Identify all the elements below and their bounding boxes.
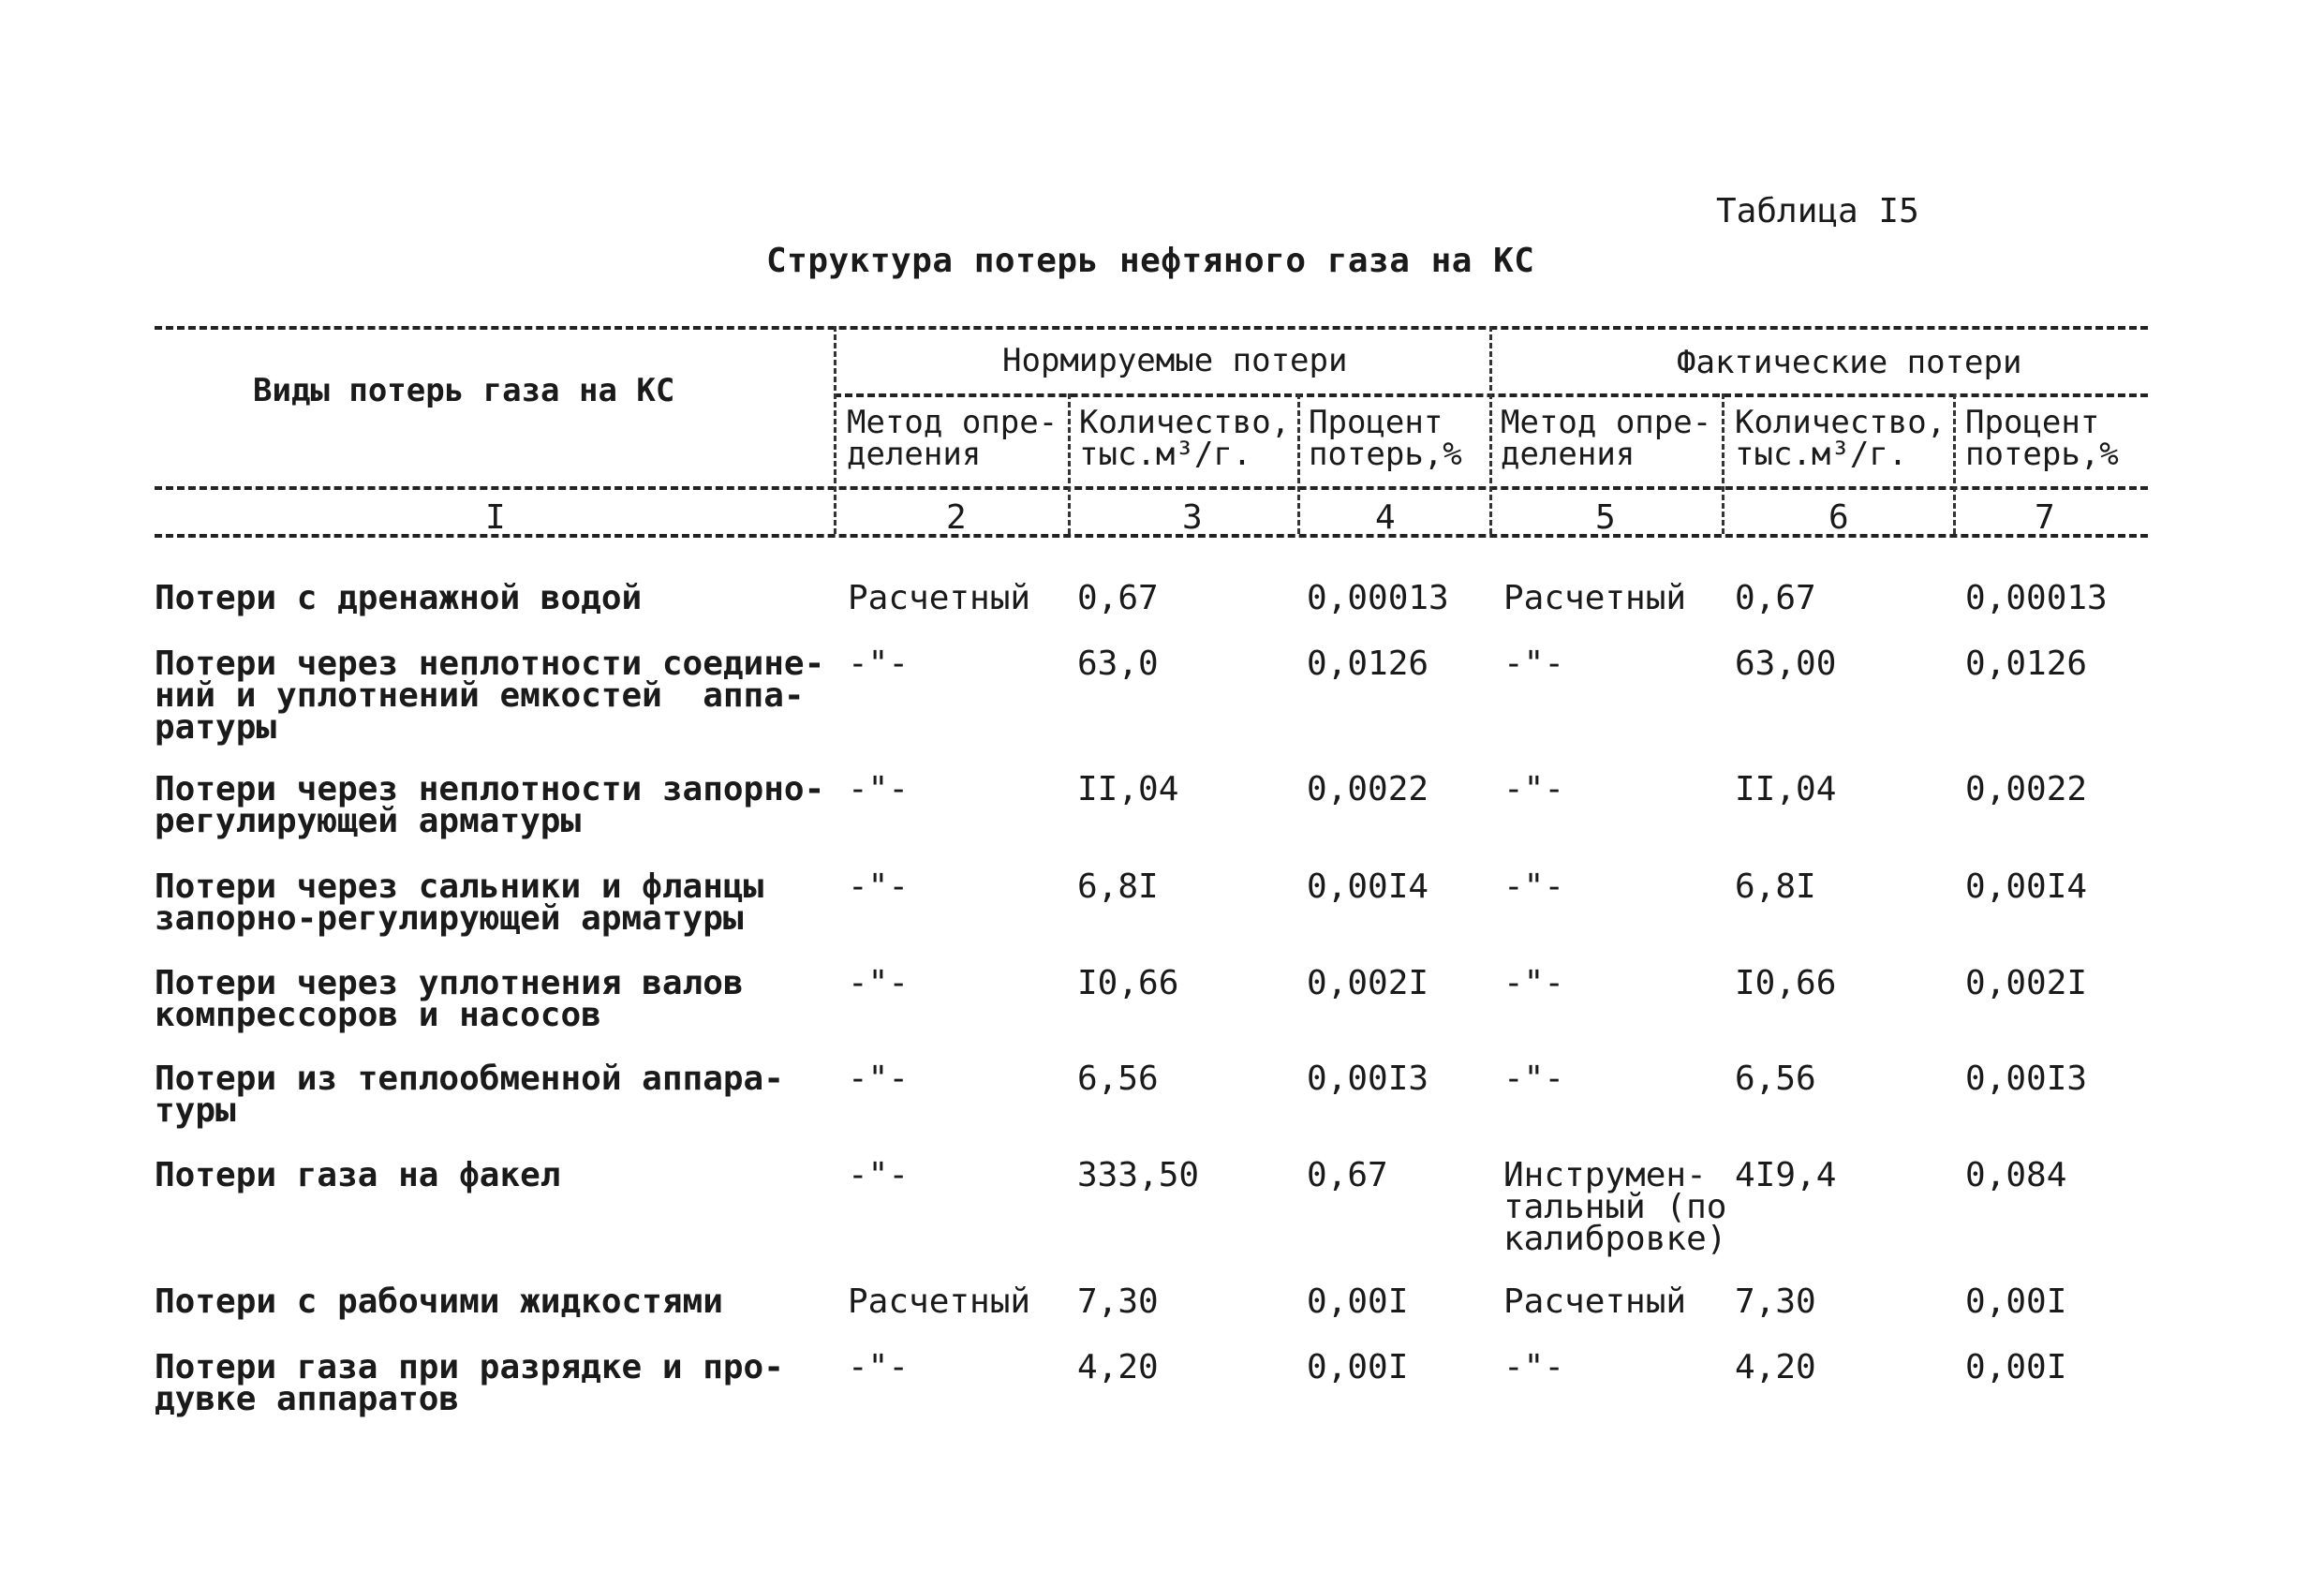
col-divider-2 (1068, 393, 1071, 534)
row-method-norm: -"- (848, 1348, 910, 1386)
column-number-4: 4 (1375, 498, 1396, 537)
row-quantity-norm: 7,30 (1077, 1282, 1159, 1321)
row-quantity-fact: 4,20 (1735, 1348, 1816, 1386)
row-percent-fact: 0,00013 (1965, 579, 2108, 617)
row-quantity-norm: 6,56 (1077, 1060, 1159, 1098)
header-quantity-fact: Количество, тыс.м³/г. (1735, 404, 1947, 473)
row-method-norm: -"- (848, 645, 910, 683)
row-loss-name: Потери через неплотности запорно- регулирующей арматуры (155, 770, 825, 840)
row-percent-norm: 0,67 (1307, 1156, 1388, 1194)
row-percent-fact: 0,00I3 (1965, 1060, 2088, 1098)
row-quantity-norm: I0,66 (1077, 964, 1179, 1002)
header-loss-types: Виды потерь газа на КС (253, 372, 675, 409)
header-method-norm: Метод опре- деления (847, 404, 1058, 473)
row-quantity-fact: 4I9,4 (1735, 1156, 1837, 1194)
column-number-1: I (485, 498, 506, 537)
row-quantity-fact: 63,00 (1735, 645, 1837, 683)
col-divider-4 (1489, 326, 1492, 534)
col-divider-3 (1297, 393, 1300, 534)
row-loss-name: Потери через неплотности соедине- ний и уплотнений емкостей аппа- ратуры (155, 645, 825, 747)
column-number-3: 3 (1182, 498, 1203, 537)
row-method-fact: -"- (1503, 867, 1565, 906)
header-bottom-rule (155, 486, 2148, 490)
row-loss-name: Потери газа при разрядке и про- дувке аппаратов (155, 1348, 784, 1418)
table-number-label: Таблица I5 (1716, 192, 1919, 230)
row-quantity-norm: 6,8I (1077, 867, 1159, 906)
row-quantity-fact: 0,67 (1735, 579, 1816, 617)
header-percent-fact: Процент потерь,% (1965, 404, 2119, 473)
header-percent-norm: Процент потерь,% (1309, 404, 1462, 473)
row-percent-fact: 0,00I (1965, 1348, 2067, 1386)
col-divider-6 (1953, 393, 1956, 534)
row-percent-norm: 0,00013 (1307, 579, 1449, 617)
row-loss-name: Потери с рабочими жидкостями (155, 1282, 723, 1321)
column-number-5: 5 (1595, 498, 1616, 537)
header-actual-losses: Фактические потери (1677, 344, 2022, 381)
row-percent-fact: 0,084 (1965, 1156, 2067, 1194)
row-method-norm: Расчетный (848, 1282, 1031, 1321)
row-quantity-norm: 63,0 (1077, 645, 1159, 683)
row-method-norm: Расчетный (848, 579, 1031, 617)
row-method-fact: Инструмен- тальный (по калибровке) (1503, 1156, 1727, 1258)
row-quantity-norm: II,04 (1077, 770, 1179, 808)
row-quantity-fact: 6,56 (1735, 1060, 1816, 1098)
table-title: Структура потерь нефтяного газа на КС (766, 242, 1535, 280)
column-number-7: 7 (2035, 498, 2055, 537)
row-method-fact: -"- (1503, 770, 1565, 808)
row-loss-name: Потери из теплообменной аппара- туры (155, 1060, 784, 1130)
header-top-rule (155, 326, 2148, 330)
column-number-rule (155, 534, 2148, 538)
row-method-norm: -"- (848, 1060, 910, 1098)
row-method-fact: -"- (1503, 964, 1565, 1002)
row-percent-norm: 0,00I (1307, 1282, 1409, 1321)
row-percent-norm: 0,0126 (1307, 645, 1429, 683)
col-divider-1 (834, 326, 836, 534)
row-percent-norm: 0,00I4 (1307, 867, 1429, 906)
header-normative-losses: Нормируемые потери (1002, 342, 1348, 379)
row-method-fact: Расчетный (1503, 1282, 1687, 1321)
header-quantity-norm: Количество, тыс.м³/г. (1079, 404, 1291, 473)
row-method-fact: Расчетный (1503, 579, 1687, 617)
row-method-fact: -"- (1503, 645, 1565, 683)
row-percent-fact: 0,0126 (1965, 645, 2088, 683)
row-method-norm: -"- (848, 770, 910, 808)
row-quantity-fact: I0,66 (1735, 964, 1837, 1002)
row-percent-norm: 0,0022 (1307, 770, 1429, 808)
row-method-norm: -"- (848, 964, 910, 1002)
row-percent-norm: 0,002I (1307, 964, 1429, 1002)
row-loss-name: Потери через сальники и фланцы запорно-регулирующей арматуры (155, 867, 764, 938)
row-loss-name: Потери с дренажной водой (155, 579, 643, 617)
row-loss-name: Потери газа на факел (155, 1156, 561, 1194)
row-quantity-norm: 0,67 (1077, 579, 1159, 617)
row-method-norm: -"- (848, 1156, 910, 1194)
row-percent-fact: 0,00I4 (1965, 867, 2088, 906)
row-method-fact: -"- (1503, 1348, 1565, 1386)
row-percent-norm: 0,00I (1307, 1348, 1409, 1386)
row-quantity-norm: 4,20 (1077, 1348, 1159, 1386)
row-quantity-fact: 7,30 (1735, 1282, 1816, 1321)
row-loss-name: Потери через уплотнения валов компрессоров и насосов (155, 964, 744, 1034)
row-quantity-fact: II,04 (1735, 770, 1837, 808)
row-method-fact: -"- (1503, 1060, 1565, 1098)
column-number-6: 6 (1828, 498, 1849, 537)
row-quantity-norm: 333,50 (1077, 1156, 1200, 1194)
header-method-fact: Метод опре- деления (1501, 404, 1712, 473)
row-percent-fact: 0,0022 (1965, 770, 2088, 808)
row-method-norm: -"- (848, 867, 910, 906)
row-quantity-fact: 6,8I (1735, 867, 1816, 906)
row-percent-fact: 0,002I (1965, 964, 2088, 1002)
col-divider-5 (1722, 393, 1724, 534)
row-percent-norm: 0,00I3 (1307, 1060, 1429, 1098)
row-percent-fact: 0,00I (1965, 1282, 2067, 1321)
column-number-2: 2 (946, 498, 967, 537)
